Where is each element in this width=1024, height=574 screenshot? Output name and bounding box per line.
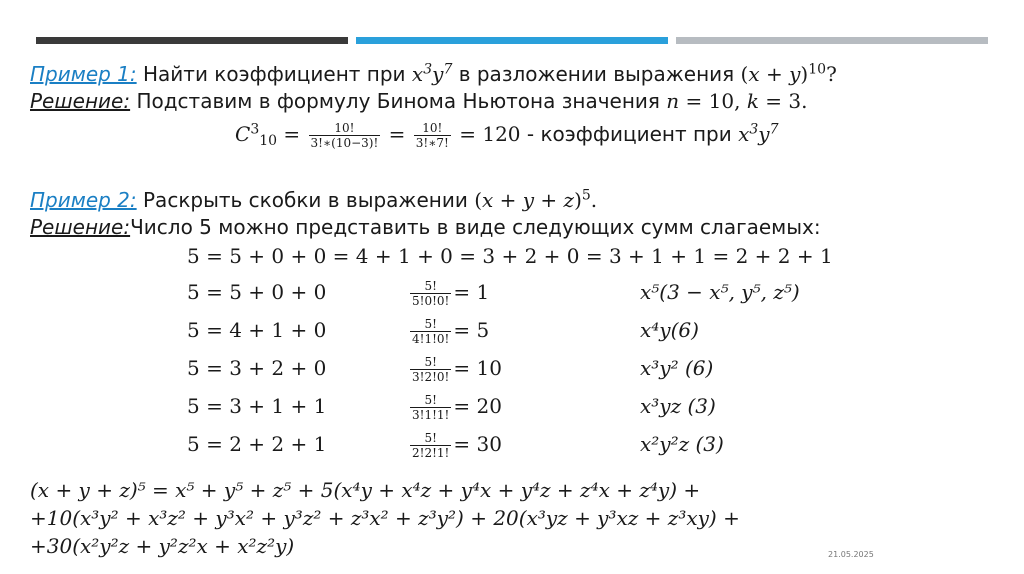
row-numerator: 5! bbox=[410, 355, 451, 370]
row-numerator: 5! bbox=[410, 431, 451, 446]
row-term: x⁴y(6) bbox=[640, 318, 699, 342]
row-value: = 30 bbox=[453, 432, 502, 456]
row-numerator: 5! bbox=[410, 393, 451, 408]
row-term: x²y²z (3) bbox=[640, 432, 724, 456]
header-bar-blue bbox=[356, 37, 668, 44]
row-sum: 5 = 3 + 1 + 1 bbox=[187, 394, 327, 418]
row-fraction bbox=[408, 424, 502, 464]
example1-result-text: - коэффициент при bbox=[526, 122, 732, 146]
row-fraction bbox=[408, 348, 502, 388]
example1-monomial: $x^3y^7$ bbox=[411, 61, 453, 86]
row-denominator: 3!2!0! bbox=[412, 370, 450, 384]
example1-formula: $C^3_{10}$ = $\frac{10!}{3!∗(10-3)!}$ = $\frac{10!}{3!∗7!}$ = 120 - коэффициент при $x^3y^7$ bbox=[235, 121, 779, 150]
row-value: = 10 bbox=[453, 356, 502, 380]
row-sum: 5 = 5 + 0 + 0 bbox=[187, 280, 327, 304]
example1-solution-text: Подставим в формулу Бинома Ньютона значения bbox=[136, 89, 660, 113]
row-denominator: 5!0!0! bbox=[412, 294, 450, 308]
example1-solution-label: Решение: bbox=[30, 89, 131, 113]
fraction-1: $\frac{10!}{3!∗(10-3)!}$ bbox=[310, 121, 379, 150]
expansion-line-1: (x + y + z)⁵ = x⁵ + y⁵ + z⁵ + 5(x⁴y + x⁴z + y⁴x + y⁴z + z⁴x + z⁴y) + bbox=[30, 478, 701, 502]
row-fraction bbox=[408, 386, 502, 426]
example2-text: Раскрыть скобки в выражении bbox=[143, 188, 468, 212]
example1-expression: $(x + y)^{10}$? bbox=[740, 61, 837, 86]
example1-label: Пример 1: bbox=[30, 62, 137, 86]
example2-expression: $(x + y + z)^5$. bbox=[474, 187, 598, 212]
row-denominator: 2!2!1! bbox=[412, 446, 450, 460]
expansion-line-3: +30(x²y²z + y²z²x + x²z²y) bbox=[30, 534, 295, 558]
row-sum: 5 = 3 + 2 + 0 bbox=[187, 356, 327, 380]
row-denominator: 3!1!1! bbox=[412, 408, 450, 422]
example2-solution-line bbox=[30, 215, 821, 239]
example1-result-monomial: $x^3y^7$ bbox=[738, 121, 779, 146]
example2-solution-label: Решение: bbox=[30, 215, 131, 239]
row-fraction bbox=[408, 310, 489, 350]
binom-coefficient: $C^3_{10}$ bbox=[235, 121, 278, 150]
row-sum: 5 = 2 + 2 + 1 bbox=[187, 432, 327, 456]
row-value: = 5 bbox=[453, 318, 490, 342]
row-term: x⁵(3 − x⁵, y⁵, z⁵) bbox=[640, 280, 800, 304]
row-denominator: 4!1!0! bbox=[412, 332, 450, 346]
row-sum: 5 = 4 + 1 + 0 bbox=[187, 318, 327, 342]
row-value: = 1 bbox=[453, 280, 490, 304]
row-numerator: 5! bbox=[410, 317, 451, 332]
expansion-line-2: +10(x³y² + x³z² + y³x² + y³z² + z³x² + z³y²) + 20(x³yz + y³xz + z³xy) + bbox=[30, 506, 740, 530]
slide-date: 21.05.2025 bbox=[828, 550, 874, 559]
row-numerator: 5! bbox=[410, 279, 451, 294]
header-bar-dark bbox=[36, 37, 348, 44]
example1-solution-line bbox=[30, 89, 808, 113]
row-term: x³y² (6) bbox=[640, 356, 714, 380]
example1-text: Найти коэффициент при bbox=[143, 62, 406, 86]
example1-text2: в разложении выражения bbox=[458, 62, 735, 86]
sums-line: 5 = 5 + 0 + 0 = 4 + 1 + 0 = 3 + 2 + 0 = 3 + 1 + 1 = 2 + 2 + 1 bbox=[187, 244, 833, 268]
example2-line bbox=[30, 188, 597, 212]
example2-solution-text: Число 5 можно представить в виде следующих сумм слагаемых: bbox=[130, 215, 821, 239]
row-term: x³yz (3) bbox=[640, 394, 716, 418]
header-bar-gray bbox=[676, 37, 988, 44]
fraction-2: $\frac{10!}{3!∗7!}$ bbox=[415, 121, 449, 150]
example1-values: n = 10, k = 3. bbox=[666, 89, 808, 113]
example1-line bbox=[30, 62, 837, 86]
row-fraction bbox=[408, 272, 489, 312]
example2-label: Пример 2: bbox=[30, 188, 137, 212]
row-value: = 20 bbox=[453, 394, 502, 418]
